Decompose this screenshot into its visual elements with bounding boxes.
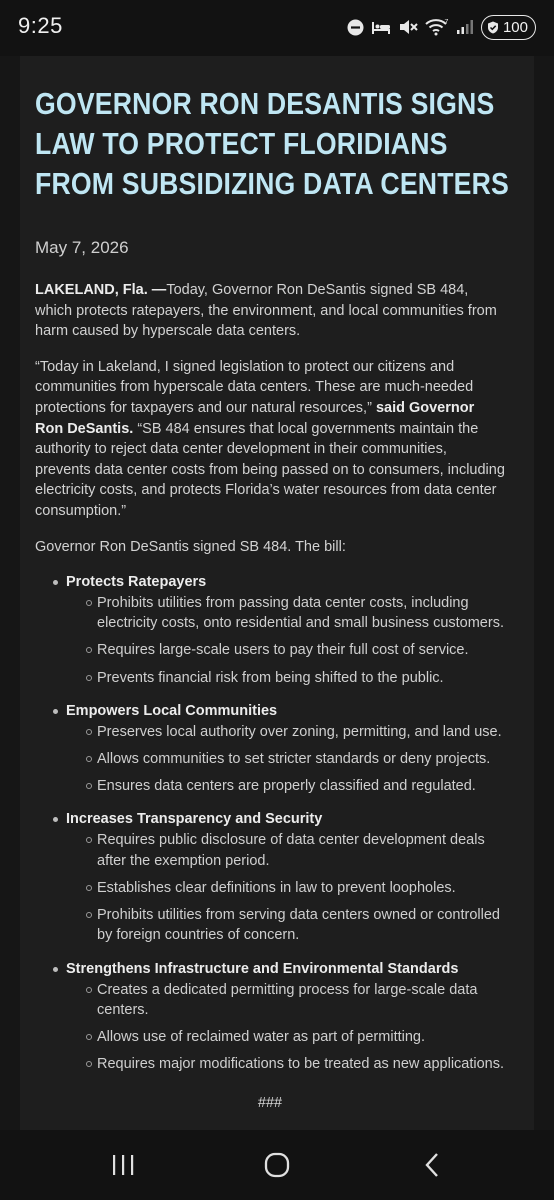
provision-items xyxy=(66,830,505,946)
provision-heading: Strengthens Infrastructure and Environmental Standards xyxy=(66,961,459,978)
provision-heading: Empowers Local Communities xyxy=(66,703,278,720)
back-button[interactable] xyxy=(387,1130,477,1200)
shield-check-icon xyxy=(487,21,499,34)
press-release-article xyxy=(20,56,534,1130)
article-date: May 7, 2026 xyxy=(35,238,129,257)
bill-provisions-list xyxy=(35,572,505,1075)
provision-items xyxy=(66,980,505,1075)
provision-item: Allows use of reclaimed water as part of permitting. xyxy=(66,1027,505,1048)
navigation-bar xyxy=(0,1130,554,1200)
dateline: LAKELAND, Fla. — xyxy=(35,282,167,298)
home-button[interactable] xyxy=(232,1130,322,1200)
battery-indicator xyxy=(481,15,536,40)
home-icon xyxy=(264,1152,290,1178)
status-time: 9:25 xyxy=(18,13,63,38)
lead-text: Today, Governor Ron DeSantis signed SB 484, which protects ratepayers, the environment, and local communities from harm caused by hyperscale data centers. xyxy=(35,282,497,340)
provision-item: Prohibits utilities from serving data centers owned or controlled by foreign countries of concern. xyxy=(66,905,505,946)
recent-apps-icon xyxy=(111,1154,135,1176)
article-title: GOVERNOR RON DESANTIS SIGNS LAW TO PROTECT FLORIDIANS FROM SUBSIDIZING DATA CENTERS xyxy=(35,86,510,201)
provision-item: Preserves local authority over zoning, permitting, and land use. xyxy=(66,722,505,743)
provision-item: Prevents financial risk from being shifted to the public. xyxy=(66,668,505,689)
provision-item: Establishes clear definitions in law to prevent loopholes. xyxy=(66,878,505,899)
recent-apps-button[interactable] xyxy=(78,1130,168,1200)
back-icon xyxy=(424,1152,440,1178)
provision-section xyxy=(35,701,505,796)
quote-paragraph xyxy=(35,357,505,522)
lead-paragraph xyxy=(35,280,505,342)
provision-section xyxy=(35,809,505,946)
provision-heading: Increases Transparency and Security xyxy=(66,811,323,828)
quote-attribution: said Governor Ron DeSantis. xyxy=(35,399,475,437)
status-icons xyxy=(347,14,536,40)
quote-part-1: “Today in Lakeland, I signed legislation to protect our citizens and communities from hyperscale data centers. These are much-needed protections for taxpayers and our natural resources,” xyxy=(35,358,474,416)
mute-icon xyxy=(398,18,418,36)
provision-item: Ensures data centers are properly classified and regulated. xyxy=(66,776,505,797)
article-body xyxy=(35,280,505,1114)
provision-item: Requires major modifications to be treated as new applications. xyxy=(66,1054,505,1075)
provision-section xyxy=(35,959,505,1075)
provision-section xyxy=(35,572,505,688)
battery-level: 100 xyxy=(502,18,528,36)
signal-icon xyxy=(456,19,474,35)
sleep-mode-icon xyxy=(371,19,391,35)
end-marker: ### xyxy=(257,1095,283,1111)
provision-item: Creates a dedicated permitting process for large-scale data centers. xyxy=(66,980,505,1021)
status-bar xyxy=(0,0,554,56)
provision-item: Prohibits utilities from passing data center costs, including electricity costs, onto residential and small business customers. xyxy=(66,593,505,634)
provision-item: Requires public disclosure of data center development deals after the exemption period. xyxy=(66,830,505,871)
wifi-badge: 7 xyxy=(444,19,449,26)
bill-intro: Governor Ron DeSantis signed SB 484. The bill: xyxy=(35,538,346,555)
quote-part-2: “SB 484 ensures that local governments maintain the authority to reject data center development in their communities, prevents data center costs from being passed on to consumers, including electricity costs, and protects Florida’s water resources from data center consumption.” xyxy=(35,420,505,519)
wifi-icon xyxy=(425,18,449,36)
provision-heading: Protects Ratepayers xyxy=(66,574,207,591)
provision-items xyxy=(66,722,505,797)
provision-items xyxy=(66,593,505,688)
do-not-disturb-icon xyxy=(347,19,364,36)
provision-item: Allows communities to set stricter standards or deny projects. xyxy=(66,749,505,770)
provision-item: Requires large-scale users to pay their full cost of service. xyxy=(66,640,505,661)
